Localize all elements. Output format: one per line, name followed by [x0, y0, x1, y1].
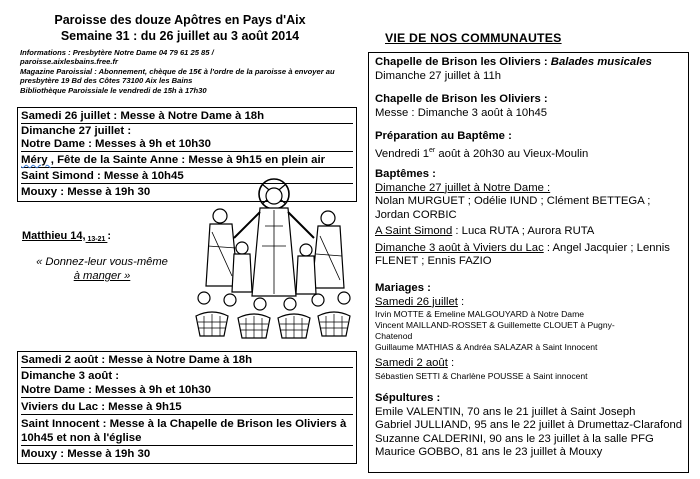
mass-notre-dame: Notre Dame : Messes à 9h et 10h30	[21, 383, 353, 398]
wedding-entry: Irvin MOTTE & Emeline MALGOUYARD à Notre Dame	[375, 309, 585, 319]
gospel-colon: :	[107, 230, 112, 242]
communities-box	[368, 52, 689, 473]
wedding-date: Samedi 26 juillet :	[375, 295, 465, 308]
funeral-entry: Emile VALENTIN, 70 ans le 21 juillet à Saint Joseph	[375, 405, 636, 418]
figure-head	[213, 209, 227, 223]
section-line: Dimanche 27 juillet à 11h	[375, 69, 502, 82]
info-line: Informations : Presbytère Notre Dame 04 79 61 25 85 /	[20, 48, 214, 57]
section-line: Vendredi 1er août à 20h30 au Vieux-Moulin	[375, 146, 589, 160]
wedding-date: Samedi 2 août :	[375, 357, 455, 369]
info-line: presbytère 19 Bd des Côtes 73100 Aix les Bains	[20, 76, 193, 86]
info-line: Magazine Paroissial : Abonnement, chèque de 15€ à l'ordre de la paroisse à envoyer au	[20, 66, 335, 76]
section-title: Mariages :	[375, 282, 431, 294]
mass-mery	[21, 153, 353, 168]
wedding-entry: Guillaume MATHIAS & Andréa SALAZAR à Saint Innocent	[375, 342, 598, 352]
brison-title: Chapelle de Brison les Oliviers :	[375, 56, 551, 68]
jesus-head	[266, 188, 282, 204]
gospel-book: Matthieu 14,	[22, 230, 86, 242]
brison-event: Balades musicales	[550, 56, 652, 68]
parish-title: Paroisse des douze Apôtres en Pays d'Aix	[54, 13, 306, 27]
mery-place: Méry	[21, 154, 51, 166]
section-title: Baptêmes :	[375, 168, 436, 180]
mass-saint-innocent-note: 10h45 et non à l'église	[21, 431, 353, 446]
quote-line: « Donnez-leur vous-même	[36, 256, 168, 268]
section-line: Messe : Dimanche 3 août à 10h45	[375, 106, 548, 119]
section-brison-concert	[375, 56, 685, 83]
section-weddings	[375, 282, 685, 382]
section-baptisms	[375, 168, 685, 269]
info-line: Bibliothèque Paroissiale le vendredi de 15h à 17h30	[20, 85, 207, 95]
mass-saint-simond: Saint Simond : Messe à 10h45	[21, 169, 353, 184]
info-website: paroisse.aixlesbains.free.fr	[20, 57, 118, 67]
baptism-group-head: Dimanche 27 juillet à Notre Dame :	[375, 181, 551, 194]
mass-saint-innocent: Saint Innocent : Messe à la Chapelle de Brison les Oliviers à	[21, 418, 347, 430]
section-brison-mass	[375, 93, 685, 120]
funeral-entry: Suzanne CALDERINI, 90 ans le 23 juillet à la salle PFG	[375, 432, 654, 445]
baptism-names: Jordan CORBIC	[375, 208, 457, 221]
mass-saturday: Samedi 2 août : Messe à Notre Dame à 18h	[21, 353, 353, 368]
mass-mouxy: Mouxy : Messe à 19h 30	[21, 448, 151, 460]
gospel-quote	[22, 255, 182, 283]
baptism-names: Nolan MURGUET ; Odélie IUND ; Clément BETTEGA ;	[375, 195, 651, 207]
mass-sunday: Dimanche 3 août :	[21, 370, 120, 382]
section-title: Chapelle de Brison les Oliviers :	[375, 93, 548, 105]
figure-head	[236, 242, 248, 254]
wedding-entry: Sébastien SETTI & Charlène POUSSE à Saint innocent	[375, 370, 588, 381]
baptism-group: A Saint Simond : Luca RUTA ; Aurora RUTA	[375, 225, 595, 237]
gospel-reference	[22, 230, 111, 243]
mass-sunday: Dimanche 27 juillet :	[21, 125, 132, 137]
section-title: Sépultures :	[375, 392, 441, 404]
section-title	[375, 56, 685, 70]
jesus-multiplication-illustration	[190, 176, 358, 344]
wedding-entry: Chatenod	[375, 331, 413, 341]
info-block	[20, 48, 355, 95]
funeral-entry: Maurice GOBBO, 81 ans le 23 juillet à Mouxy	[375, 446, 603, 458]
baptism-names: FLENET ; Ennis FAZIO	[375, 255, 492, 267]
mass-notre-dame: Notre Dame : Messes à 9h et 10h30	[21, 137, 353, 152]
mass-viviers: Viviers du Lac : Messe à 9h15	[21, 400, 353, 415]
mass-saturday: Samedi 26 juillet : Messe à Notre Dame à 18h	[21, 109, 353, 124]
week-title: Semaine 31 : du 26 juillet au 3 août 2014	[60, 29, 300, 43]
mass-mouxy: Mouxy : Messe à 19h 30	[21, 186, 151, 198]
funeral-entry: Gabriel JULLIAND, 95 ans le 22 juillet à Drumettaz-Clarafond	[375, 419, 683, 431]
section-funerals	[375, 392, 685, 460]
figure-head	[300, 244, 312, 256]
mery-feast: , Fête de la Sainte Anne : Messe à 9h15 en plein air	[50, 154, 326, 166]
gospel-verses: 13-21	[85, 236, 108, 243]
figure-head	[321, 211, 335, 225]
masses-week2-box	[17, 351, 357, 464]
section-title: Préparation au Baptême :	[375, 130, 512, 142]
illustration-svg	[190, 176, 358, 344]
baptism-group: Dimanche 3 août à Viviers du Lac : Angel Jacquier ; Lennis	[375, 241, 670, 254]
communities-title: VIE DE NOS COMMUNAUTES	[385, 31, 562, 45]
section-baptism-prep	[375, 130, 685, 161]
quote-line: à manger »	[73, 270, 131, 282]
wedding-entry: Vincent MAILLAND-ROSSET & Guillemette CLOUET à Pugny-	[375, 320, 615, 330]
